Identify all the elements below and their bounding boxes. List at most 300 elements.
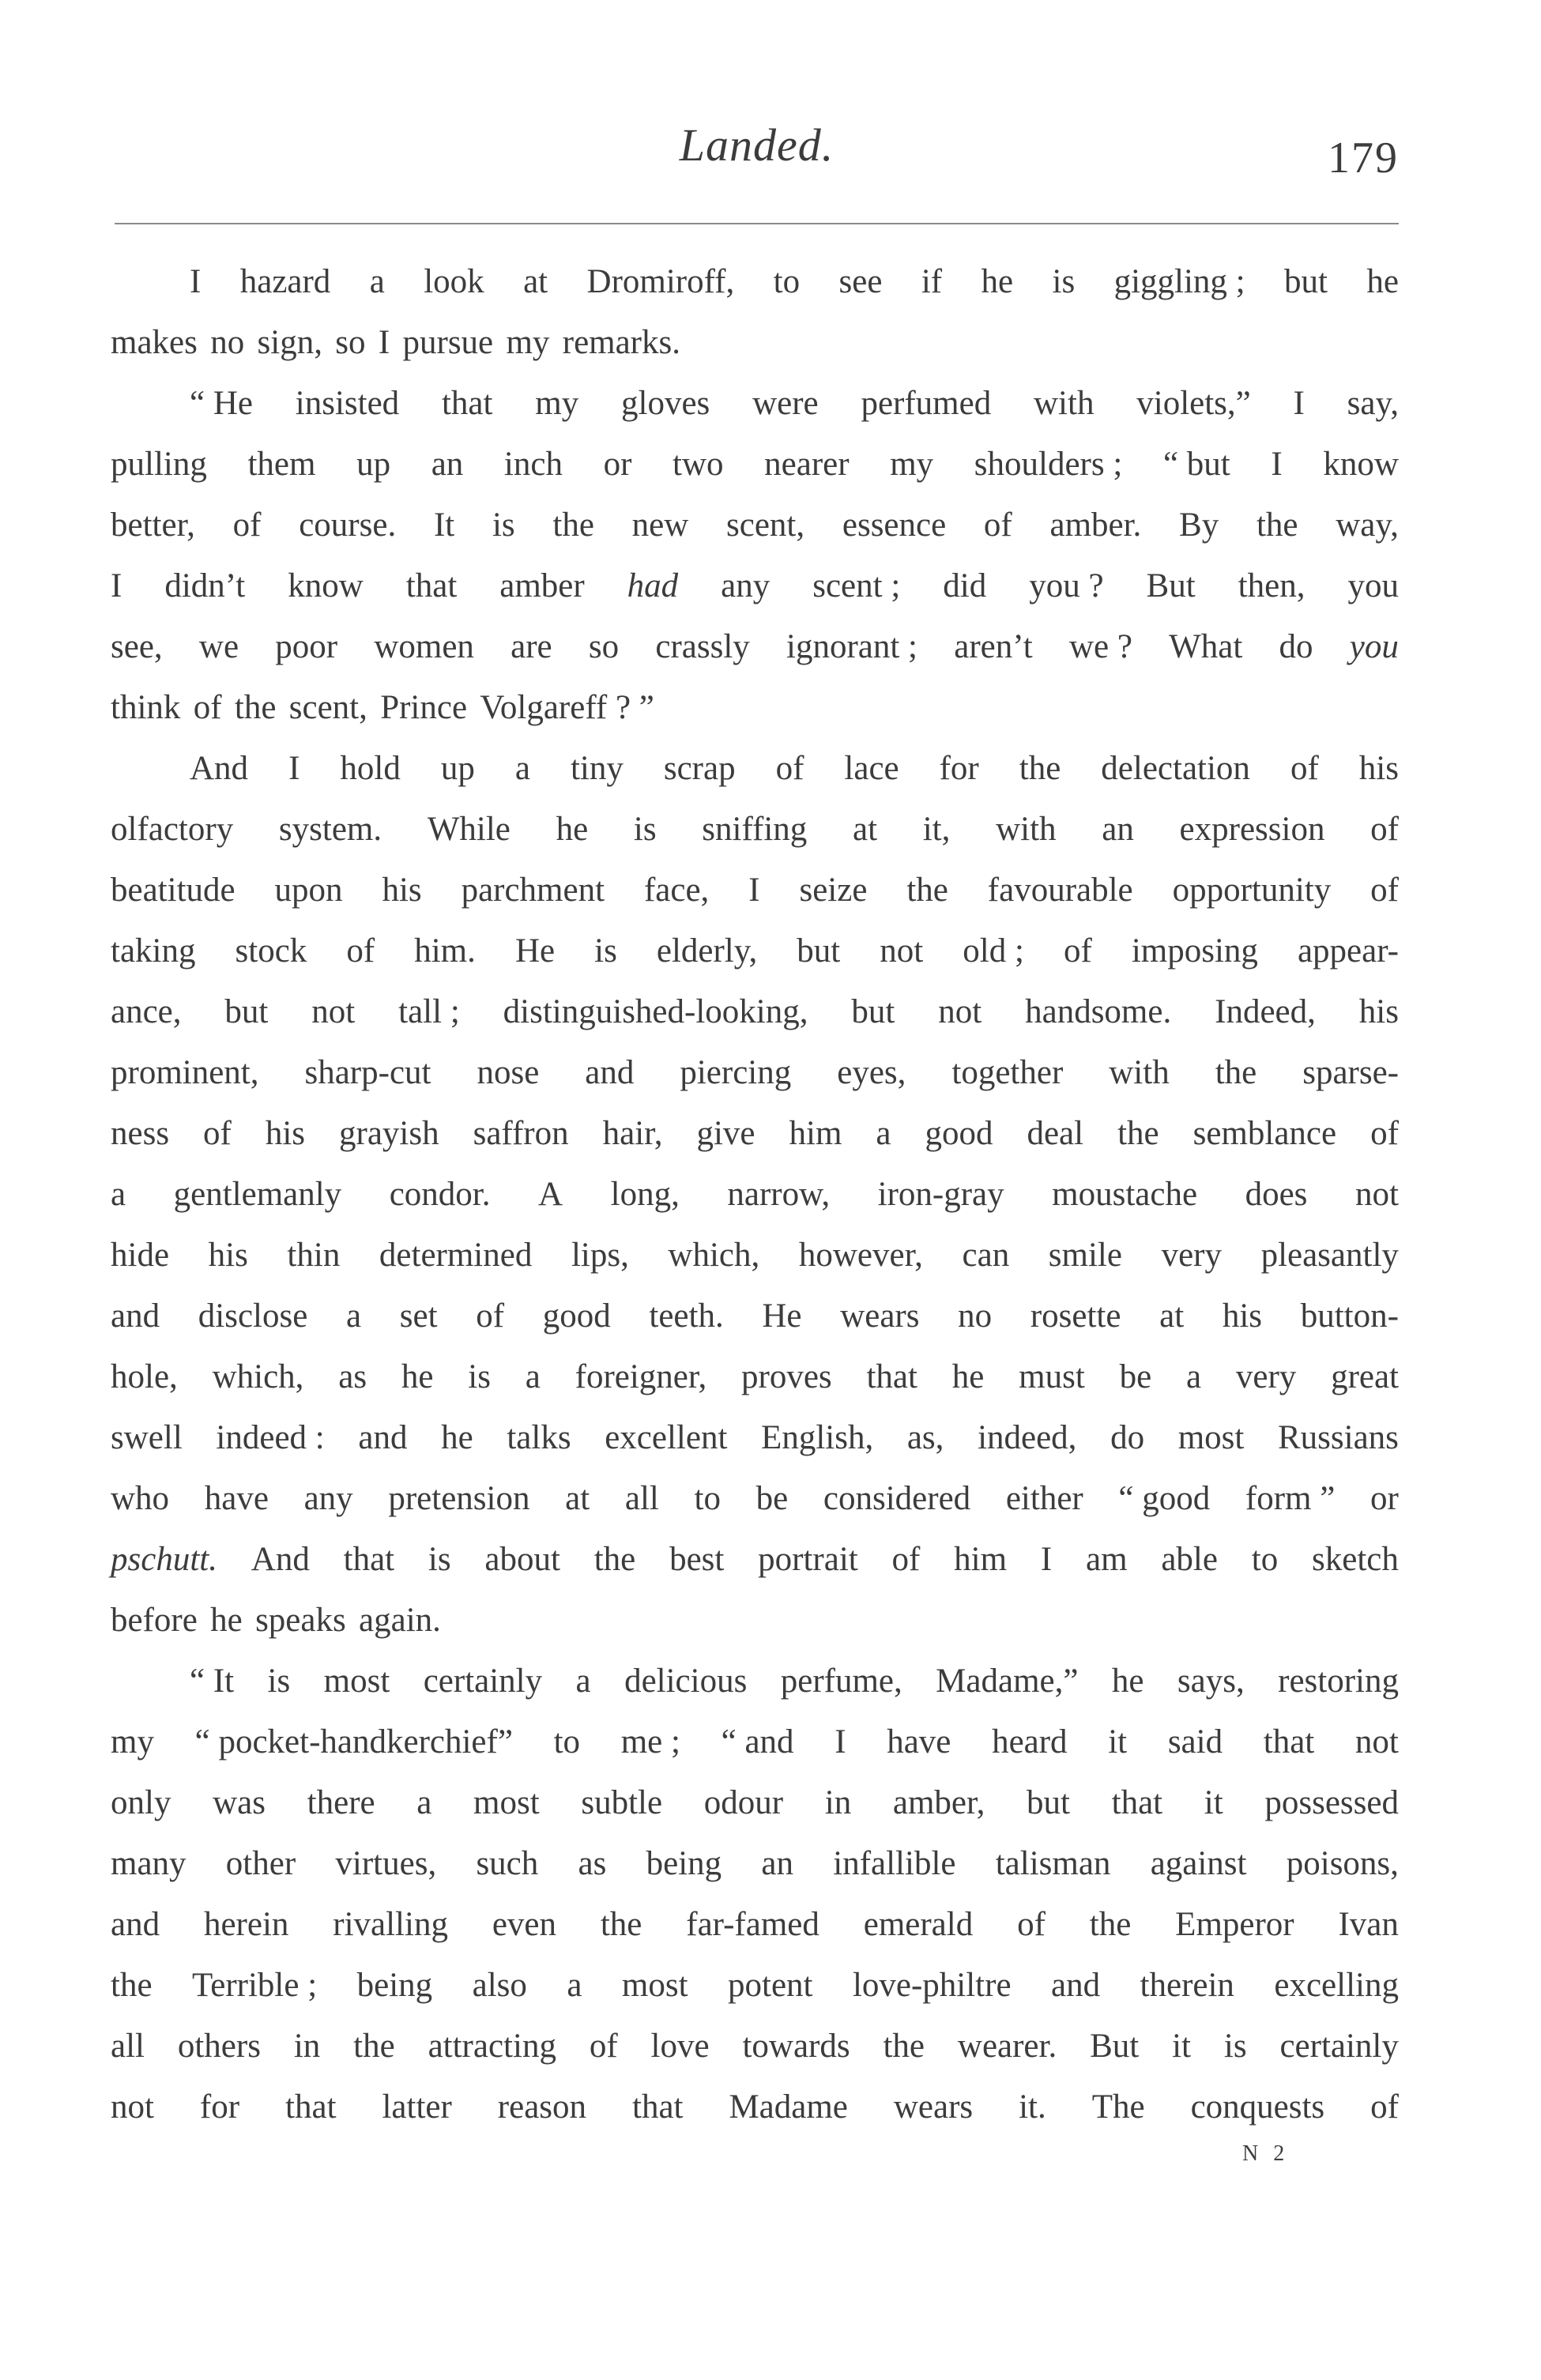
word: lace	[844, 750, 899, 787]
word: disclose	[198, 1297, 308, 1335]
word: of	[589, 2028, 618, 2065]
word: of	[1017, 1906, 1046, 1943]
word: which,	[668, 1237, 760, 1274]
word: of	[203, 1115, 232, 1152]
word: that	[866, 1358, 917, 1395]
word: prominent,	[111, 1054, 259, 1091]
word: subtle	[581, 1784, 663, 1821]
word: hole,	[111, 1358, 178, 1395]
text-line	[111, 921, 1399, 981]
word: the	[906, 872, 948, 909]
word: of	[983, 507, 1012, 544]
word: gentlemanly	[173, 1176, 342, 1213]
word: I	[1271, 446, 1283, 483]
word: heard	[992, 1723, 1068, 1761]
word: And	[251, 1541, 310, 1578]
word: have	[887, 1723, 951, 1761]
word: the	[234, 689, 277, 726]
word: conquests	[1190, 2088, 1325, 2126]
word: Madame,”	[936, 1663, 1079, 1700]
word: ance,	[111, 993, 182, 1030]
text-line	[111, 555, 1399, 616]
word: of	[891, 1541, 921, 1578]
word: deal	[1027, 1115, 1084, 1152]
word: most	[1177, 1419, 1245, 1456]
word: am	[1085, 1541, 1128, 1578]
word: excelling	[1274, 1967, 1399, 2004]
word: distinguished-looking,	[503, 993, 808, 1030]
word: a	[369, 263, 385, 300]
word: long,	[610, 1176, 680, 1213]
word: you	[1347, 567, 1399, 604]
word: amber,	[892, 1784, 985, 1821]
word: indeed,	[978, 1419, 1077, 1456]
word: it	[1172, 2028, 1192, 2065]
text-line	[111, 616, 1399, 677]
word: before	[111, 1602, 198, 1639]
word: even	[492, 1906, 556, 1943]
word: love-philtre	[852, 1967, 1012, 2004]
text-line	[111, 1103, 1399, 1164]
text-line	[111, 860, 1399, 921]
word: me ;	[620, 1723, 680, 1761]
word: at	[565, 1480, 590, 1517]
word: it	[1108, 1723, 1128, 1761]
word: rosette	[1030, 1297, 1121, 1335]
word: others	[177, 2028, 261, 2065]
word: I	[378, 324, 390, 361]
word: the	[111, 1967, 153, 2004]
word: in	[824, 1784, 852, 1821]
word: Prince	[380, 689, 468, 726]
word: and	[111, 1297, 160, 1335]
word: tiny	[570, 750, 624, 787]
word: appear-	[1297, 932, 1399, 970]
word: virtues,	[335, 1845, 437, 1882]
word: wearer.	[957, 2028, 1057, 2065]
word: button-	[1300, 1297, 1399, 1335]
word: does	[1245, 1176, 1308, 1213]
word: as	[338, 1358, 367, 1395]
word: crassly	[655, 628, 750, 665]
word: hide	[111, 1237, 170, 1274]
word: is	[492, 507, 515, 544]
word: “ It	[190, 1663, 235, 1700]
word: he	[951, 1358, 985, 1395]
word: condor.	[389, 1176, 491, 1213]
word: being	[356, 1967, 433, 2004]
word: parchment	[461, 872, 605, 909]
word: was	[213, 1784, 266, 1821]
word: indeed :	[216, 1419, 325, 1456]
word: What	[1169, 628, 1243, 665]
word: I	[748, 872, 760, 909]
word: of	[1290, 750, 1319, 787]
text-line	[111, 799, 1399, 860]
text-line	[111, 981, 1399, 1042]
text-line	[111, 1529, 1399, 1590]
word: most	[621, 1967, 688, 2004]
word: certainly	[1279, 2028, 1399, 2065]
word: I	[1040, 1541, 1053, 1578]
word: two	[673, 446, 724, 483]
word: olfactory	[111, 811, 234, 848]
word: scent ;	[812, 567, 901, 604]
word: but	[851, 993, 895, 1030]
word: that	[405, 567, 458, 604]
text-line	[111, 1407, 1399, 1468]
word: so	[588, 628, 620, 665]
word: shoulders ;	[974, 446, 1123, 483]
word: poor	[275, 628, 338, 665]
word: had	[627, 567, 679, 604]
word: violets,”	[1136, 385, 1251, 422]
word: A	[538, 1176, 563, 1213]
word: smile	[1048, 1237, 1122, 1274]
running-title: Landed.	[679, 119, 835, 171]
word: scent,	[726, 507, 805, 544]
word: the	[883, 2028, 925, 2065]
word: together	[951, 1054, 1064, 1091]
word: talisman	[995, 1845, 1111, 1882]
word: Dromiroff,	[586, 263, 735, 300]
word: a	[575, 1663, 591, 1700]
word: “ pocket-handkerchief”	[194, 1723, 513, 1761]
word: many	[111, 1845, 187, 1882]
text-line	[111, 1225, 1399, 1286]
word: him	[789, 1115, 842, 1152]
word: I	[288, 750, 300, 787]
word: Volgareff ? ”	[480, 689, 654, 726]
word: all	[111, 2028, 145, 2065]
text-line	[111, 495, 1399, 555]
word: no	[958, 1297, 993, 1335]
word: of	[1370, 2088, 1399, 2126]
word: delicious	[624, 1663, 748, 1700]
word: also	[472, 1967, 527, 2004]
word: pursue	[402, 324, 494, 361]
word: up	[356, 446, 391, 483]
word: latter	[382, 2088, 452, 2126]
word: at	[852, 811, 878, 848]
word: my	[506, 324, 550, 361]
word: my	[535, 385, 579, 422]
word: not	[938, 993, 982, 1030]
word: ignorant ;	[786, 628, 917, 665]
word: he	[1366, 263, 1399, 300]
word: either	[1005, 1480, 1083, 1517]
word: I	[111, 567, 122, 604]
word: of	[346, 932, 375, 970]
text-line	[111, 677, 1399, 738]
word: face,	[643, 872, 710, 909]
word: tall ;	[398, 993, 460, 1030]
word: beatitude	[111, 872, 235, 909]
word: makes	[111, 324, 198, 361]
word: the	[1215, 1054, 1257, 1091]
word: “ and	[721, 1723, 794, 1761]
word: in	[293, 2028, 321, 2065]
word: It	[433, 507, 455, 544]
word: I	[190, 263, 202, 300]
word: able	[1161, 1541, 1218, 1578]
page-number: 179	[1328, 134, 1399, 183]
word: a	[416, 1784, 432, 1821]
word: only	[111, 1784, 171, 1821]
word: and	[111, 1906, 160, 1943]
word: not	[880, 932, 924, 970]
word: or	[1370, 1480, 1399, 1517]
text-line	[111, 1772, 1399, 1833]
word: such	[476, 1845, 539, 1882]
word: “ He	[190, 385, 253, 422]
word: be	[1119, 1358, 1152, 1395]
word: piercing	[680, 1054, 792, 1091]
word: see	[838, 263, 883, 300]
word: of	[193, 689, 222, 726]
word: semblance	[1192, 1115, 1337, 1152]
word: that	[343, 1541, 395, 1578]
word: giggling ;	[1113, 263, 1245, 300]
word: he	[1111, 1663, 1144, 1700]
word: Indeed,	[1215, 993, 1316, 1030]
word: up	[440, 750, 475, 787]
word: being	[646, 1845, 722, 1882]
header-rule	[115, 223, 1399, 224]
word: portrait	[758, 1541, 858, 1578]
word: a	[1185, 1358, 1202, 1395]
word: didn’t	[164, 567, 246, 604]
word: who	[111, 1480, 170, 1517]
word: the	[353, 2028, 395, 2065]
word: his	[1358, 750, 1399, 787]
word: do	[1279, 628, 1313, 665]
word: is	[267, 1663, 291, 1700]
word: he	[210, 1602, 243, 1639]
word: saffron	[473, 1115, 569, 1152]
word: pretension	[388, 1480, 530, 1517]
word: his	[1222, 1297, 1263, 1335]
word: as	[578, 1845, 607, 1882]
word: set	[399, 1297, 438, 1335]
word: he	[441, 1419, 473, 1456]
word: scrap	[663, 750, 736, 787]
word: But	[1090, 2028, 1140, 2065]
word: better,	[111, 507, 195, 544]
word: not	[111, 2088, 154, 2126]
word: “ good	[1118, 1480, 1211, 1517]
word: it.	[1019, 2088, 1046, 2126]
word: best	[669, 1541, 725, 1578]
word: of	[476, 1297, 505, 1335]
word: the	[1019, 750, 1061, 787]
word: the	[1256, 507, 1298, 544]
signature-mark: N 2	[1242, 2141, 1290, 2166]
word: be	[755, 1480, 789, 1517]
word: of	[232, 507, 262, 544]
word: foreigner,	[575, 1358, 707, 1395]
word: them	[247, 446, 316, 483]
word: delectation	[1101, 750, 1250, 787]
word: sparse-	[1302, 1054, 1399, 1091]
word: odour	[703, 1784, 784, 1821]
word: remarks.	[562, 324, 680, 361]
word: hair,	[602, 1115, 663, 1152]
word: so	[335, 324, 366, 361]
word: system.	[278, 811, 382, 848]
word: of	[775, 750, 804, 787]
word: Ivan	[1338, 1906, 1399, 1943]
word: old ;	[963, 932, 1024, 970]
word: is	[1223, 2028, 1247, 2065]
word: towards	[742, 2028, 850, 2065]
word: then,	[1238, 567, 1306, 604]
word: with	[1034, 385, 1095, 422]
word: most	[323, 1663, 390, 1700]
text-line	[111, 312, 1399, 373]
word: While	[427, 811, 511, 848]
word: scent,	[288, 689, 367, 726]
word: opportunity	[1172, 872, 1332, 909]
word: speaks	[255, 1602, 346, 1639]
word: at	[523, 263, 548, 300]
text-line	[111, 2016, 1399, 2077]
text-line	[111, 1468, 1399, 1529]
word: a	[876, 1115, 891, 1152]
text-line	[111, 373, 1399, 434]
word: good	[542, 1297, 611, 1335]
word: insisted	[295, 385, 400, 422]
word: I	[835, 1723, 846, 1761]
word: an	[1102, 811, 1134, 848]
text-line	[111, 1651, 1399, 1712]
word: I	[1293, 385, 1305, 422]
word: which,	[212, 1358, 304, 1395]
word: aren’t	[954, 628, 1033, 665]
word: ness	[111, 1115, 170, 1152]
word: herein	[203, 1906, 289, 1943]
word: and	[585, 1054, 635, 1091]
word: that	[1263, 1723, 1315, 1761]
word: that	[441, 385, 493, 422]
word: handsome.	[1025, 993, 1172, 1030]
word: pulling	[111, 446, 207, 483]
word: nearer	[764, 446, 850, 483]
word: very	[1161, 1237, 1222, 1274]
word: great	[1331, 1358, 1399, 1395]
word: course.	[299, 507, 397, 544]
body-text	[111, 251, 1399, 2137]
text-line	[111, 738, 1399, 799]
word: moustache	[1052, 1176, 1198, 1213]
word: to	[773, 263, 801, 300]
word: potent	[728, 1967, 813, 2004]
word: But	[1146, 567, 1196, 604]
word: but	[1027, 1784, 1070, 1821]
word: it,	[922, 811, 951, 848]
word: is	[633, 811, 657, 848]
word: iron-gray	[877, 1176, 1004, 1213]
word: but	[1284, 263, 1328, 300]
word: know	[288, 567, 364, 604]
word: seize	[799, 872, 868, 909]
word: wears	[840, 1297, 920, 1335]
word: have	[204, 1480, 269, 1517]
word: he	[401, 1358, 434, 1395]
word: a	[345, 1297, 362, 1335]
word: all	[624, 1480, 659, 1517]
text-line	[111, 434, 1399, 495]
text-line	[111, 251, 1399, 312]
word: to	[694, 1480, 721, 1517]
word: By	[1179, 507, 1219, 544]
word: the	[1089, 1906, 1132, 1943]
word: pleasantly	[1260, 1237, 1399, 1274]
word: him	[954, 1541, 1008, 1578]
word: favourable	[987, 872, 1133, 909]
word: And	[190, 750, 249, 787]
text-line	[111, 1346, 1399, 1407]
word: teeth.	[649, 1297, 724, 1335]
word: were	[752, 385, 819, 422]
word: swell	[111, 1419, 183, 1456]
word: any	[303, 1480, 353, 1517]
word: is	[1052, 263, 1076, 300]
word: to	[1251, 1541, 1279, 1578]
word: elderly,	[656, 932, 758, 970]
word: his	[265, 1115, 306, 1152]
word: can	[962, 1237, 1010, 1274]
word: if	[921, 263, 943, 300]
word: sign,	[257, 324, 322, 361]
word: but	[797, 932, 841, 970]
word: the	[552, 507, 594, 544]
word: see,	[111, 628, 163, 665]
word: however,	[798, 1237, 923, 1274]
word: perfumed	[861, 385, 992, 422]
word: we	[198, 628, 239, 665]
word: an	[761, 1845, 793, 1882]
word: with	[996, 811, 1057, 848]
word: rivalling	[333, 1906, 448, 1943]
word: imposing	[1131, 932, 1258, 970]
word: there	[307, 1784, 375, 1821]
word: far-famed	[686, 1906, 819, 1943]
word: proves	[741, 1358, 832, 1395]
text-line	[111, 1833, 1399, 1894]
word: women	[374, 628, 474, 665]
text-line	[111, 1955, 1399, 2016]
word: form ”	[1245, 1480, 1336, 1517]
word: He	[762, 1297, 802, 1335]
word: is	[468, 1358, 491, 1395]
word: or	[603, 446, 632, 483]
word: is	[428, 1541, 451, 1578]
word: taking	[111, 932, 196, 970]
word: of	[1370, 811, 1399, 848]
word: are	[511, 628, 552, 665]
word: a	[567, 1967, 582, 2004]
page-header	[115, 119, 1399, 198]
word: did	[943, 567, 987, 604]
word: nose	[477, 1054, 540, 1091]
word: possessed	[1264, 1784, 1399, 1821]
word: with	[1109, 1054, 1170, 1091]
word: reason	[497, 2088, 587, 2126]
word: at	[1159, 1297, 1185, 1335]
text-line	[111, 1590, 1399, 1651]
word: the	[593, 1541, 636, 1578]
